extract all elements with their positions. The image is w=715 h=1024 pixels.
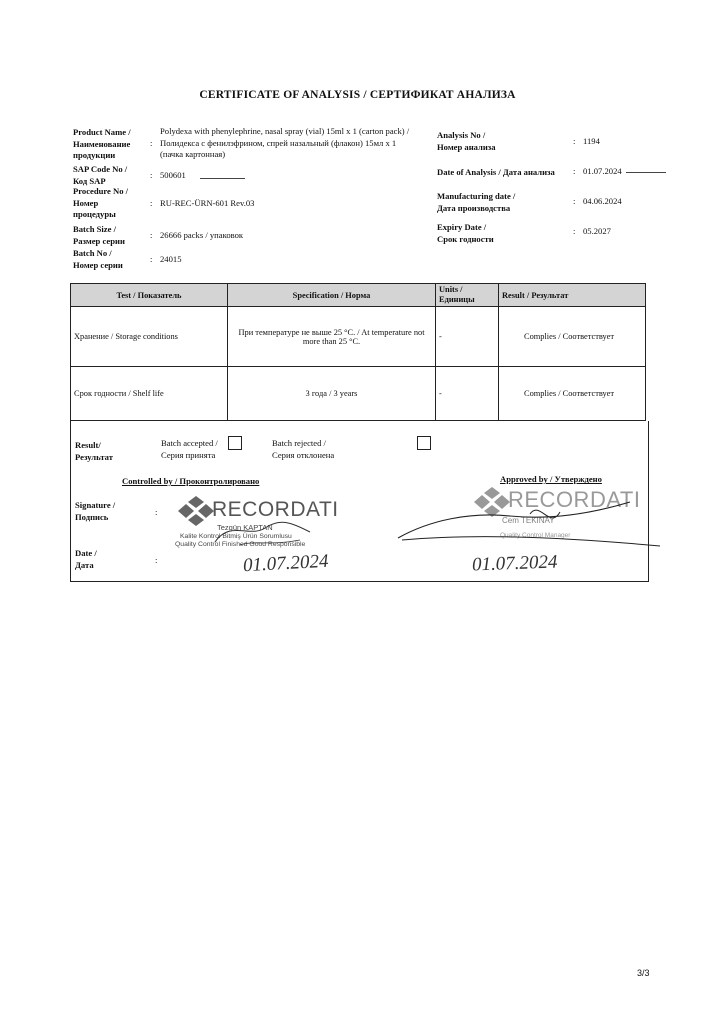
batch-rejected-checkbox[interactable] (417, 436, 431, 450)
right-signature (390, 490, 665, 550)
signature-label: Signature / Подпись (75, 500, 116, 522)
recordati-logo-icon (176, 496, 214, 526)
stamp-logo-text: RECORDATI (212, 498, 339, 521)
row-result: Complies / Соответствует (499, 307, 646, 367)
batch-accepted-label: Batch accepted / Серия принята (161, 438, 218, 460)
batch-no-value: 24015 (160, 254, 182, 264)
table-row (71, 367, 646, 421)
header-specification: Specification / Норма (228, 284, 436, 307)
results-table (70, 283, 646, 421)
row-units: - (436, 307, 499, 367)
colon: : (573, 226, 576, 236)
stamp-name: Cem TEKINAY (502, 516, 555, 525)
batch-no-label: Batch No / Номер серии (73, 248, 123, 270)
colon: : (573, 166, 576, 176)
stamp-name: Tezgün KAPTAN (217, 523, 273, 532)
stamp-title-en: Quality Control Manager (500, 532, 571, 539)
row-spec: 3 года / 3 years (228, 367, 436, 421)
table-row (71, 307, 646, 367)
result-label: Result/ Результат (75, 440, 113, 462)
colon: : (150, 170, 153, 180)
header-result: Result / Результат (499, 284, 646, 307)
left-signature (210, 510, 320, 550)
header-units: Units / Единицы (436, 284, 499, 307)
date-of-analysis-value: 01.07.2024 (583, 166, 622, 176)
colon: : (155, 507, 158, 517)
stamp-logo-text: RECORDATI (508, 487, 641, 512)
row-spec: При температуре не выше 25 °C. / At temperature not more than 25 °C. (228, 307, 436, 367)
batch-accepted-checkbox[interactable] (228, 436, 242, 450)
underline (626, 172, 666, 173)
table-header-row (71, 284, 646, 307)
document-title: CERTIFICATE OF ANALYSIS / СЕРТИФИКАТ АНАЛИЗА (199, 89, 516, 101)
colon: : (573, 196, 576, 206)
batch-rejected-label: Batch rejected / Серия отклонена (272, 438, 335, 460)
controlled-by-heading: Controlled by / Проконтролировано (122, 476, 260, 486)
analysis-no-label: Analysis No / Номер анализа (437, 130, 496, 152)
page-number: 3/3 (637, 968, 650, 978)
analysis-no-value: 1194 (583, 136, 600, 146)
stamp-title-tr: Kalite Kontrol Bitmiş Ürün Sorumlusu (180, 533, 292, 540)
row-units: - (436, 367, 499, 421)
colon: : (155, 555, 158, 565)
date-of-analysis-label: Date of Analysis / Дата анализа (437, 167, 555, 177)
row-result: Complies / Соответствует (499, 367, 646, 421)
sap-code-label: SAP Code No / Код SAP (73, 164, 128, 186)
procedure-value: RU-REC-ÜRN-601 Rev.03 (160, 198, 255, 208)
colon: : (573, 136, 576, 146)
manufacturing-date-value: 04.06.2024 (583, 196, 622, 206)
product-name-value: Polydexa with phenylephrine, nasal spray (vial) 15ml x 1 (carton pack) / Полидекса с фенилэфрином, спрей назальный (флакон) 15мл x 1 (пачка картонная) (160, 126, 410, 159)
product-name-label: Product Name / Наименование продукции (73, 127, 131, 160)
sap-code-value: 500601 (160, 170, 186, 180)
colon: : (150, 138, 153, 148)
handwritten-date-right: 01.07.2024 (471, 551, 558, 576)
expiry-date-label: Expiry Date / Срок годности (437, 222, 494, 244)
approved-by-heading: Approved by / Утверждено (500, 474, 602, 484)
colon: : (150, 198, 153, 208)
date-label: Date / Дата (75, 548, 97, 570)
colon: : (150, 230, 153, 240)
handwritten-date-left: 01.07.2024 (242, 550, 329, 577)
row-test: Срок годности / Shelf life (71, 367, 228, 421)
batch-size-value: 26666 packs / упаковок (160, 230, 244, 240)
stamp-title-en: Quality Control Finished Good Responsible (175, 541, 306, 548)
colon: : (150, 254, 153, 264)
procedure-label: Procedure No / Номер процедуры (73, 186, 129, 219)
manufacturing-date-label: Manufacturing date / Дата производства (437, 191, 516, 213)
underline (200, 178, 245, 179)
header-test: Test / Показатель (71, 284, 228, 307)
expiry-date-value: 05.2027 (583, 226, 611, 236)
row-test: Хранение / Storage conditions (71, 307, 228, 367)
batch-size-label: Batch Size / Размер серии (73, 224, 125, 246)
